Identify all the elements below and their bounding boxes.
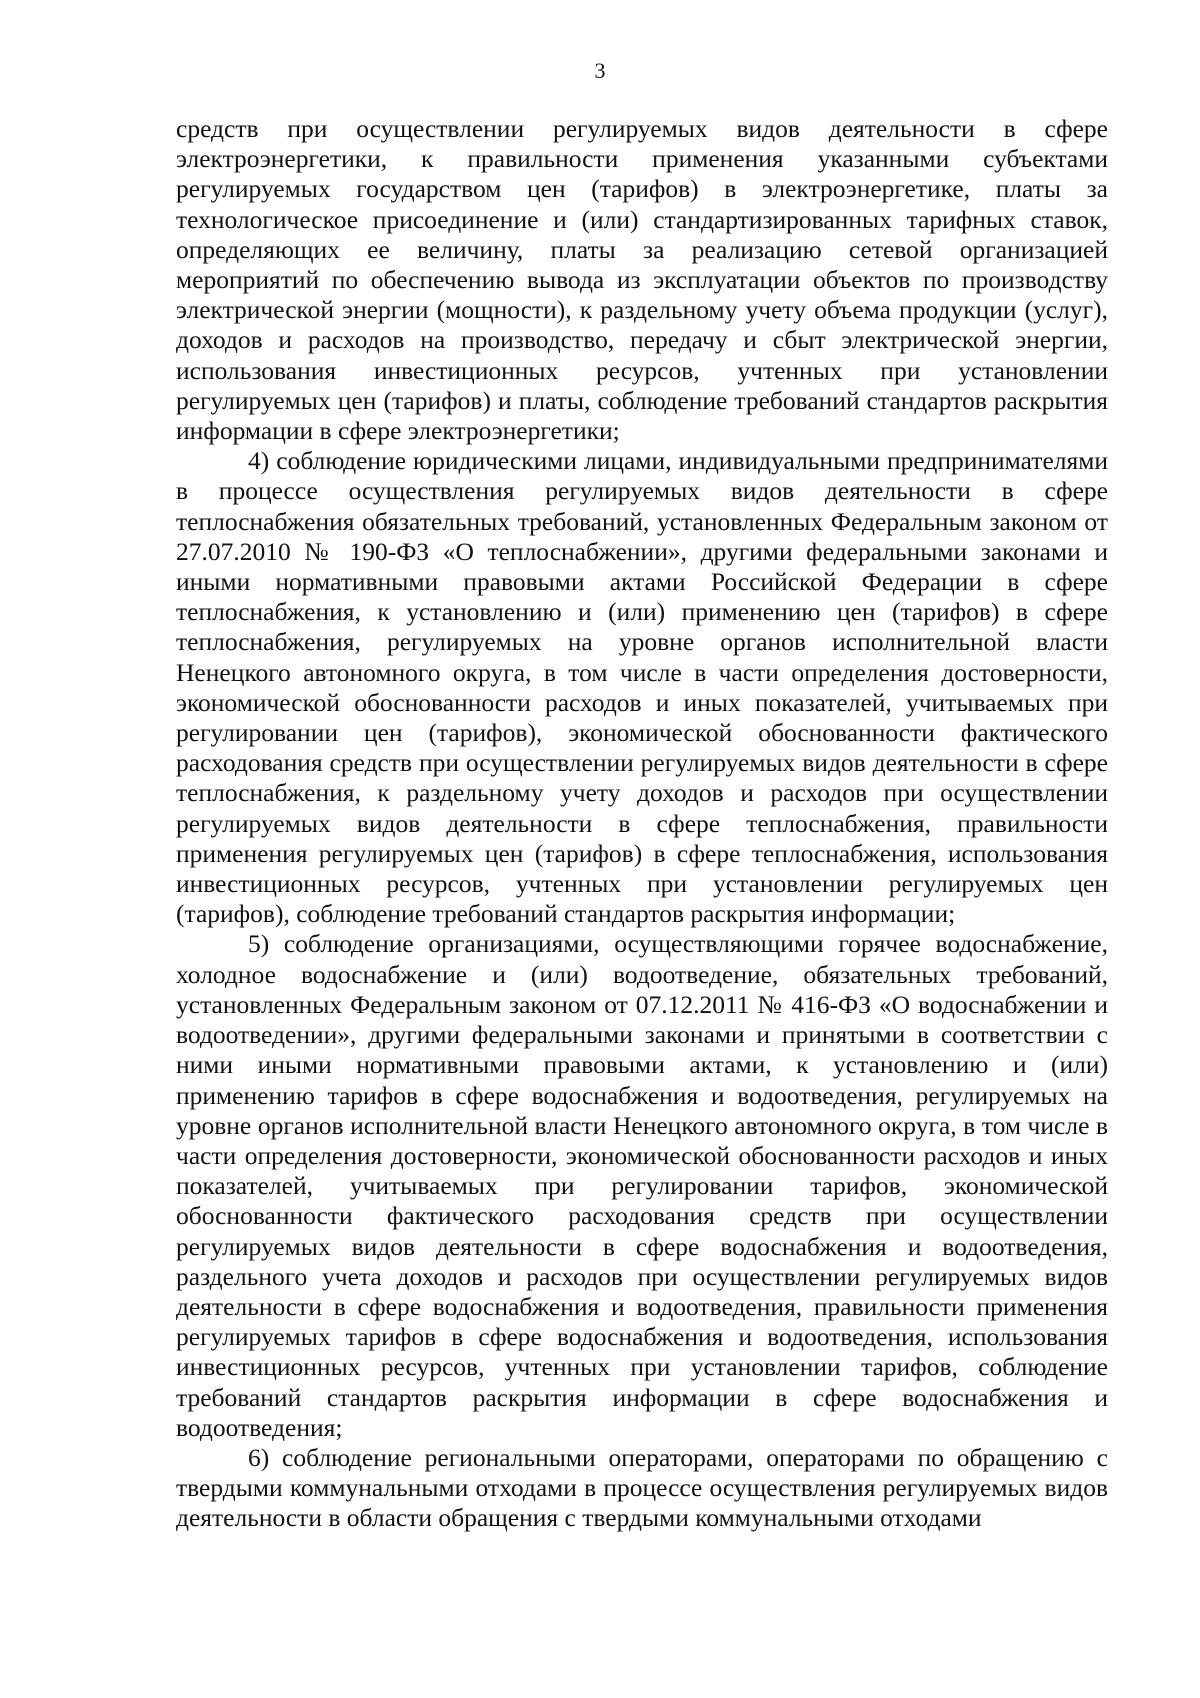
paragraph-item-5: 5) соблюдение организациями, осуществляющими горячее водоснабжение, холодное водоснабжение и (или) водоотведение, обязательных требований, установленных Федеральным законом от 07.12.2011 № 416-ФЗ «О водоснабжении и водоотведении», другими федеральными законами и принятыми в соответствии с ними иными нормативными правовыми актами, к установлению и (или) применению тарифов в сфере водоснабжения и водоотведения, регулируемых на уровне органов исполнительной власти Ненецкого автономного округа, в том числе в части определения достоверности, экономической обоснованности расходов и иных показателей, учитываемых при регулировании тарифов, экономической обоснованности фактического расходования средств при осуществлении регулируемых видов деятельности в сфере водоснабжения и водоотведения, раздельного учета доходов и расходов при осуществлении регулируемых видов деятельности в сфере водоснабжения и водоотведения, правильности применения регулируемых тарифов в сфере водоснабжения и водоотведения, использования инвестиционных ресурсов, учтенных при установлении тарифов, соблюдение требований стандартов раскрытия информации в сфере водоснабжения и водоотведения; (176, 929, 1108, 1442)
paragraph-item-6: 6) соблюдение региональными операторами, операторами по обращению с твердыми коммунальными отходами в процессе осуществления регулируемых видов деятельности в области обращения с твердыми коммунальными отходами (176, 1442, 1108, 1533)
paragraph-continuation: средств при осуществлении регулируемых видов деятельности в сфере электроэнергетики, к правильности применения указанными субъектами регулируемых государством цен (тарифов) в электроэнергетике, платы за технологическое присоединение и (или) стандартизированных тарифных ставок, определяющих ее величину, платы за реализацию сетевой организацией мероприятий по обеспечению вывода из эксплуатации объектов по производству электрической энергии (мощности), к раздельному учету объема продукции (услуг), доходов и расходов на производство, передачу и сбыт электрической энергии, использования инвестиционных ресурсов, учтенных при установлении регулируемых цен (тарифов) и платы, соблюдение требований стандартов раскрытия информации в сфере электроэнергетики; (176, 114, 1108, 446)
paragraph-item-4: 4) соблюдение юридическими лицами, индивидуальными предпринимателями в процессе осуществления регулируемых видов деятельности в сфере теплоснабжения обязательных требований, установленных Федеральным законом от 27.07.2010 № 190-ФЗ «О теплоснабжении», другими федеральными законами и иными нормативными правовыми актами Российской Федерации в сфере теплоснабжения, к установлению и (или) применению цен (тарифов) в сфере теплоснабжения, регулируемых на уровне органов исполнительной власти Ненецкого автономного округа, в том числе в части определения достоверности, экономической обоснованности расходов и иных показателей, учитываемых при регулировании цен (тарифов), экономической обоснованности фактического расходования средств при осуществлении регулируемых видов деятельности в сфере теплоснабжения, к раздельному учету доходов и расходов при осуществлении регулируемых видов деятельности в сфере теплоснабжения, правильности применения регулируемых цен (тарифов) в сфере теплоснабжения, использования инвестиционных ресурсов, учтенных при установлении регулируемых цен (тарифов), соблюдение требований стандартов раскрытия информации; (176, 446, 1108, 929)
document-body (176, 114, 1108, 1534)
page-number: 3 (594, 58, 606, 83)
